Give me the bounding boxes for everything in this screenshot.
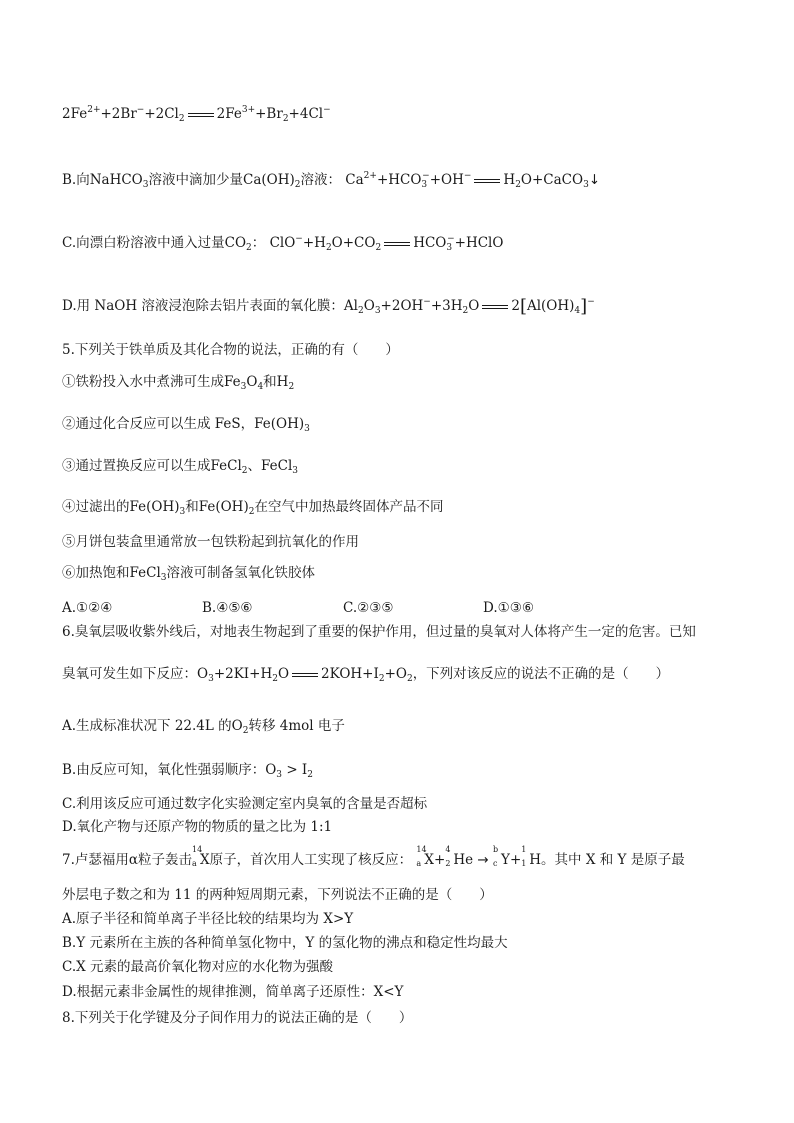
- q8-stem: 8.下列关于化学键及分子间作用力的说法正确的是（ ）: [62, 1010, 413, 1026]
- q5-option-d: D.①③⑥: [483, 600, 534, 616]
- q5-option-b: B.④⑤⑥: [202, 600, 253, 616]
- q6-stem-line-2: 臭氧可发生如下反应：$O_3+2KI+H_2O$ $2KOH+I_2+O_2$，下列对该反应的说法不正确的是（ ）: [62, 666, 670, 684]
- q7-stem-line-1: 7.卢瑟福用α粒子轰击 14 a X原子，首次用人工实现了核反应： 14 a X+ 4 2 He → b c Y+ 1 1 H。其中 X 和 Y 是原子最: [62, 845, 685, 868]
- q4-option-c: C.向漂白粉溶液中通入过量$CO_2$： $ClO^-+H_2O+CO_2$ $HCO_3^-+HClO$: [62, 234, 504, 253]
- q6-option-b: B.由反应可知，氧化性强弱顺序：$O_3 > I_2$: [62, 762, 313, 780]
- q4-equation-a: $2Fe^{2+}+2Br^-+2Cl_2$ $2Fe^{3+}+Br_2+4Cl^-$: [62, 105, 331, 124]
- q6-option-a: A.生成标准状况下 22.4L 的$O_2$转移 4mol 电子: [62, 718, 345, 736]
- q5-statement-4: ④过滤出的$Fe(OH)_3$和$Fe(OH)_2$在空气中加热最终固体产品不同: [62, 499, 444, 517]
- q6-stem-line-1: 6.臭氧层吸收紫外线后，对地表生物起到了重要的保护作用，但过量的臭氧对人体将产生一定的危害。已知: [62, 624, 696, 640]
- q7-option-d: D.根据元素非金属性的规律推测，简单离子还原性：X<Y: [62, 984, 404, 1000]
- q4-option-d: D.用 NaOH 溶液浸泡除去铝片表面的氧化膜：$Al_2O_3+2OH^-+3H_2O$ $2[Al(OH)_4]^-$: [62, 296, 595, 317]
- q7-option-b: B.Y 元素所在主族的各种简单氢化物中，Y 的氢化物的沸点和稳定性均最大: [62, 935, 508, 951]
- q5-option-c: C.②③⑤: [343, 600, 394, 616]
- q5-option-a: A.①②④: [62, 600, 113, 616]
- q5-statement-3: ③通过置换反应可以生成FeCl$_2$、FeCl$_3$: [62, 458, 298, 476]
- q5-statement-6: ⑥加热饱和FeCl$_3$溶液可制备氢氧化铁胶体: [62, 565, 315, 583]
- q5-statement-1: ①铁粉投入水中煮沸可生成$Fe_3O_4$和$H_2$: [62, 374, 295, 392]
- q4-option-b: B.向NaHCO$_3$溶液中滴加少量$Ca(OH)_2$溶液： $Ca^{2+}+HCO_3^-+OH^-$ $H_2O+CaCO_3↓$: [62, 171, 601, 190]
- q7-option-c: C.X 元素的最高价氧化物对应的水化物为强酸: [62, 959, 334, 975]
- q5-statement-5: ⑤月饼包装盒里通常放一包铁粉起到抗氧化的作用: [62, 534, 359, 550]
- q7-stem-line-2: 外层电子数之和为 11 的两种短周期元素，下列说法不正确的是（ ）: [62, 887, 493, 903]
- q5-statement-2: ②通过化合反应可以生成 FeS，$Fe(OH)_3$: [62, 416, 310, 434]
- q6-option-c: C.利用该反应可通过数字化实验测定室内臭氧的含量是否超标: [62, 796, 428, 812]
- q6-option-d: D.氧化产物与还原产物的物质的量之比为 1:1: [62, 819, 333, 835]
- q5-stem: 5.下列关于铁单质及其化合物的说法，正确的有（ ）: [62, 342, 399, 358]
- q7-option-a: A.原子半径和简单离子半径比较的结果均为 X>Y: [62, 911, 354, 927]
